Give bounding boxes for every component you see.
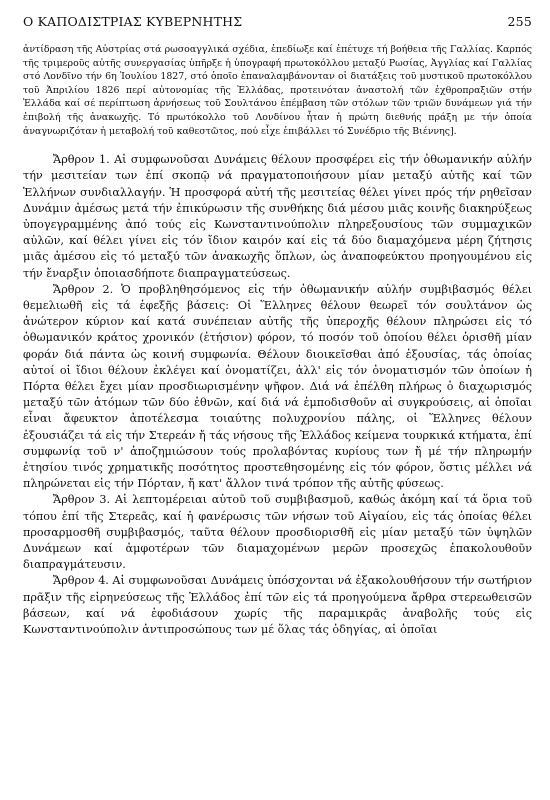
- article-2: Ἄρθρον 2. Ὁ προβληθησόμενος εἰς τήν ὀθωμανικήν αὐλήν συμβιβασμός θέλει θεμελιωθῆ εἰς τά ἐφεξῆς βάσεις: Οἱ Ἕλληνες θέλουν θεωρεῖ τόν σουλτάνον ὡς ἀνώτερον κύριον καί κατά συνέπειαν αὐτῆς τῆς ὑπεροχῆς θέλουν πληρώσει εἰς τό ὀθωμανικόν κράτος χρονικόν (ἐτήσιον) φόρον, τό ποσόν τοῦ ὁποίου θέλει ὁρισθῆ μίαν φοράν διά πάντα ὡς κοινή συμφωνία. Θέλουν διοικεῖσθαι ἀπό ἐξουσίας, τάς ὁποίας αὐτοί οἱ ἴδιοι θέλουν ἐκλέγει καί ὀνοματίζει, ἀλλ' εἰς τόν ὀνοματισμόν τῶν ὁποίων ἡ Πόρτα θέλει ἔχει μίαν προσδιωρισμένην ψῆφον. Διά νά ἐπέλθη πλήρως ὁ διαχωρισμός μεταξύ τῶν ἀτόμων τῶν δύο ἐθνῶν, καί διά νά ἐμποδισθοῦν αἱ συγκρούσεις, αἱ ὁποῖαι εἶναι ἄφευκτον ἀποτέλεσμα τοιαύτης πολυχρονίου πάλης, οἱ Ἕλληνες θέλουν ἐξουσιάζει τά εἰς τήν Στερεάν ἤ τάς νήσους τῆς Ἑλλάδος κείμενα τουρκικά κτήματα, ἐπί συμφωνίᾳ τοῦ ν' ἀποζημιώσουν τούς προλαβόντας κυρίους των ἤ μέ τήν πληρωμήν ἐτησίου τινός χρηματικῆς ποσότητος προστεθησομένης εἰς τόν φόρον, ὅστις μέλλει νά πληρώνεται εἰς τήν Πόρταν, ἤ κατ' ἄλλον τινά τρόπον τῆς αὐτῆς φύσεως.: [23, 282, 532, 491]
- article-4: Ἄρθρον 4. Αἱ συμφωνοῦσαι Δυνάμεις ὑπόσχονται νά ἐξακολουθήσουν τήν σωτήριον πρᾶξιν τῆς εἰρηνεύσεως τῆς Ἑλλάδος ἐπί τῶν εἰς τά προηγούμενα ἄρθρα στερεωθεισῶν βάσεων, καί νά ἐφοδιάσουν χωρίς τῆς παραμικρᾶς ἀναβολῆς τούς εἰς Κωνσταντινούπολιν ἀντιπροσώπους των μέ ὅλας τάς ὁδηγίας, αἱ ὁποῖαι: [23, 574, 532, 637]
- treaty-articles: [23, 152, 532, 638]
- article-1: Ἄρθρον 1. Αἱ συμφωνοῦσαι Δυνάμεις θέλουν προσφέρει εἰς τήν ὀθωμανικήν αὐλήν τήν μεσιτείαν των ἐπί σκοπῷ νά πραγματοποιήσουν μίαν μεταξύ αὐτῆς καί τῶν Ἑλλήνων συνδιαλλαγήν. Ἡ προσφορά αὐτή τῆς μεσιτείας θέλει γίνει πρός τήν ρηθεῖσαν Δυνάμιν ἀμέσως μετά τήν ἐπικύρωσιν τῆς συνθήκης διά μέσου μιᾶς κοινῆς διακηρύξεως ὑπογεγραμμένης ἀπό τούς εἰς Κωνσταντινούπολιν πληρεξουσίους τῶν συμμαχικῶν αὐλῶν, καί θέλει γίνει εἰς τόν ἴδιον καιρόν καί εἰς τά δύο διαμαχόμενα μέρη ζήτησις μιᾶς ἀμέσου εἰς τό μεταξύ τῶν ἀνακωχῆς ὅπλων, ὡς ἀναποφεύκτου προηγουμένου εἰς τήν ἔναρξιν ὁποιασδήποτε διαπραγματεύσεως.: [23, 153, 532, 280]
- article-3: Ἄρθρον 3. Αἱ λεπτομέρειαι αὐτοῦ τοῦ συμβιβασμοῦ, καθώς ἀκόμη καί τά ὅρια τοῦ τόπου ἐπί τῆς Στερεᾶς, καί ἡ φανέρωσις τῶν νήσων τοῦ Αἰγαίου, εἰς τάς ὁποίας θέλει προσαρμοσθῆ συμβιβασμός, ταῦτα θέλουν προσδιορισθῆ εἰς μίαν μεταξύ τῶν ὑψηλῶν Δυνάμεων καί ἀμφοτέρων τῶν διαμαχομένων μερῶν προσεχῶς ἐπακολουθοῦν διαπραγμάτευσιν.: [23, 493, 532, 572]
- running-head: [23, 14, 532, 29]
- running-title: Ο ΚΑΠΟΔΙΣΤΡΙΑΣ ΚΥΒΕΡΝΗΤΗΣ: [23, 14, 243, 29]
- page-number: 255: [507, 14, 532, 29]
- footnote-text: ἀντίδραση τῆς Αὐστρίας στά ρωσοαγγλικά σχέδια, ἐπεδίωξε καί ἐπέτυχε τή βοήθεια τῆς Γαλλίας. Καρπός τῆς τριμεροῦς αὐτῆς συνεργασίας ὑπῆρξε ἡ ὑπογραφή πρωτοκόλλου μεταξύ Ρωσίας, Ἀγγλίας καί Γαλλίας στό Λονδῖνο τήν 6η Ἰουλίου 1827, στό ὁποῖο ἐπαναλαμβάνονταν οἱ διατάξεις τοῦ μυστικοῦ πρωτοκόλλου τοῦ Ἀπριλίου 1826 περί αὐτονομίας τῆς Ἑλλάδας, προτεινόταν ἀναστολή τῶν ἐχθροπραξιῶν στήν Ἑλλάδα καί σέ περίπτωση ἀρνήσεως τοῦ Σουλτάνου ἐπέμβαση τῶν στόλων τῶν τριῶν δυνάμεων γιά τήν ἐπιβολή τῆς ἀνακωχῆς. Τό πρωτόκολλο τοῦ Λονδίνου ἦταν ἡ πρώτη διεθνής πράξη με τήν ὁποία ἀναγνωριζόταν ἡ μεταβολή τοῦ καθεστῶτος, πού εἶχε ἐπιβάλλει τό Συνέδριο τῆς Βιέννης].: [23, 44, 532, 137]
